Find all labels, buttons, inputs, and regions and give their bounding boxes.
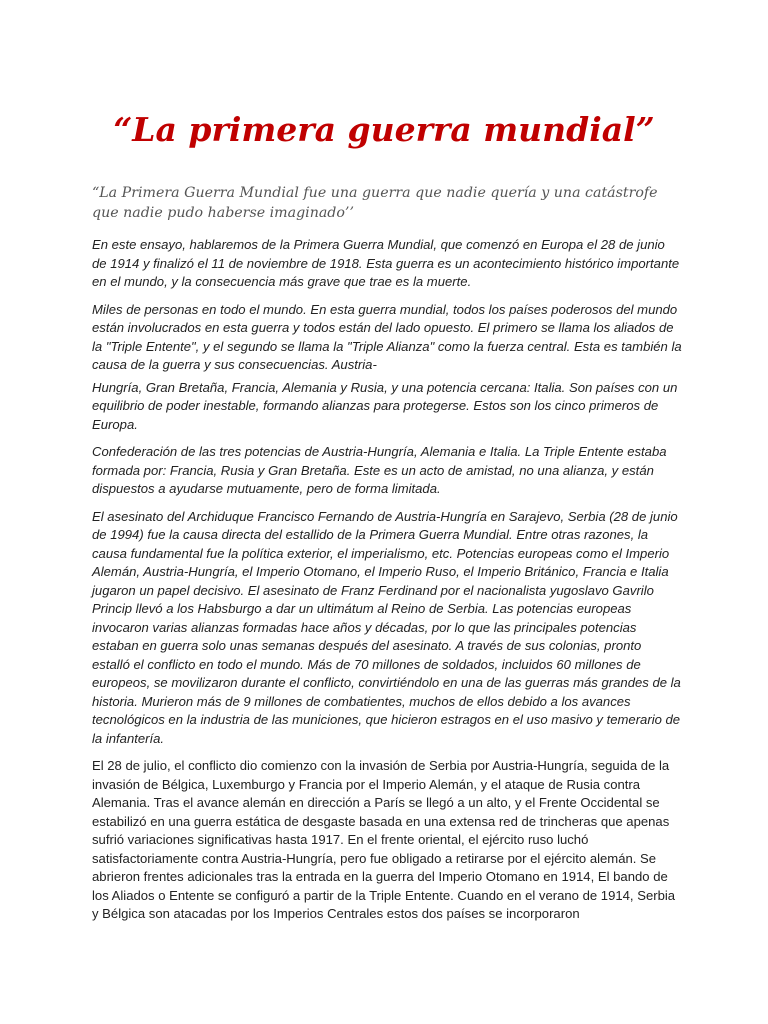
paragraph-powers: Hungría, Gran Bretaña, Francia, Alemania y Rusia, y una potencia cercana: Italia. Son países con un equilibrio de poder inestable, formando alianzas para protegerse. Estos son los cinco primeros de Europa.: [92, 379, 678, 432]
document-title: “La primera guerra mundial”: [113, 110, 655, 149]
paragraph-intro: En este ensayo, hablaremos de la Primera Guerra Mundial, que comenzó en Europa el 28 de junio de 1914 y finalizó el 11 de noviembre de 1918. Esta guerra es un acontecimiento histórico importante en el mundo, y la consecuencia más grave que trae es la muerte.: [92, 237, 680, 289]
epigraph-quote: “La Primera Guerra Mundial fue una guerra que nadie quería y una catástrofe que nadie pudo haberse imaginado’’: [92, 185, 658, 221]
paragraph-alliances: Miles de personas en todo el mundo. En esta guerra mundial, todos los países poderosos del mundo están involucrados en esta guerra y todos están del lado opuesto. El primero se llama los aliados de la "Triple Entente", y el segundo se llama la "Triple Alianza" como la fuerza central. Esta es también la causa de la guerra y sus consecuencias. Austria-: [92, 301, 682, 372]
paragraph-assassination: El asesinato del Archiduque Francisco Fernando de Austria-Hungría en Sarajevo, Serbia (28 de junio de 1994) fue la causa directa del estallido de la Primera Guerra Mundial. Entre otras razones, la causa fundamental fue la política exterior, el imperialismo, etc. Potencias europeas como el Imperio Alemán, Austria-Hungría, el Imperio Otomano, el Imperio Ruso, el Imperio Británico, Francia e Italia jugaron un papel decisivo. El asesinato de Franz Ferdinand por el nacionalista yugoslavo Gavrilo Princip llevó a los Habsburgo a dar un ultimátum al Reino de Serbia. Las potencias europeas invocaron varias alianzas formadas hace años y décadas, por lo que las principales potencias estaban en guerra solo unas semanas después del asesinato. A través de sus colonias, pronto estalló el conflicto en todo el mundo. Más de 70 millones de soldados, incluidos 60 millones de europeos, se movilizaron durante el conflicto, convirtiéndolo en una de las guerras más grandes de la historia. Murieron más de 9 millones de combatientes, muchos de ellos debido a los avances tecnológicos en la industria de las municiones, que hicieron estragos en el uso masivo y temerario de la infantería.: [92, 508, 681, 746]
document-body: [92, 236, 682, 933]
paragraph-confederation: Confederación de las tres potencias de Austria-Hungría, Alemania e Italia. La Triple Entente estaba formada por: Francia, Rusia y Gran Bretaña. Este es un acto de amistad, no una alianza, y están dispuestos a ayudarse mutuamente, pero de forma limitada.: [92, 444, 667, 496]
paragraph-war-start: El 28 de julio, el conflicto dio comienzo con la invasión de Serbia por Austria-Hungría, seguida de la invasión de Bélgica, Luxemburgo y Francia por el Imperio Alemán, y el ataque de Rusia contra Alemania. Tras el avance alemán en dirección a París se llegó a un alto, y el Frente Occidental se estabilizó en una guerra estática de desgaste basada en una extensa red de trincheras que apenas sufrió variaciones significativas hasta 1917. En el frente oriental, el ejército ruso luchó satisfactoriamente contra Austria-Hungría, pero fue obligado a retirarse por el ejército alemán. Se abrieron frentes adicionales tras la entrada en la guerra del Imperio Otomano en 1914, El bando de los Aliados o Entente se configuró a partir de la Triple Entente. Cuando en el verano de 1914, Serbia y Bélgica son atacadas por los Imperios Centrales estos dos países se incorporaron: [92, 758, 676, 921]
